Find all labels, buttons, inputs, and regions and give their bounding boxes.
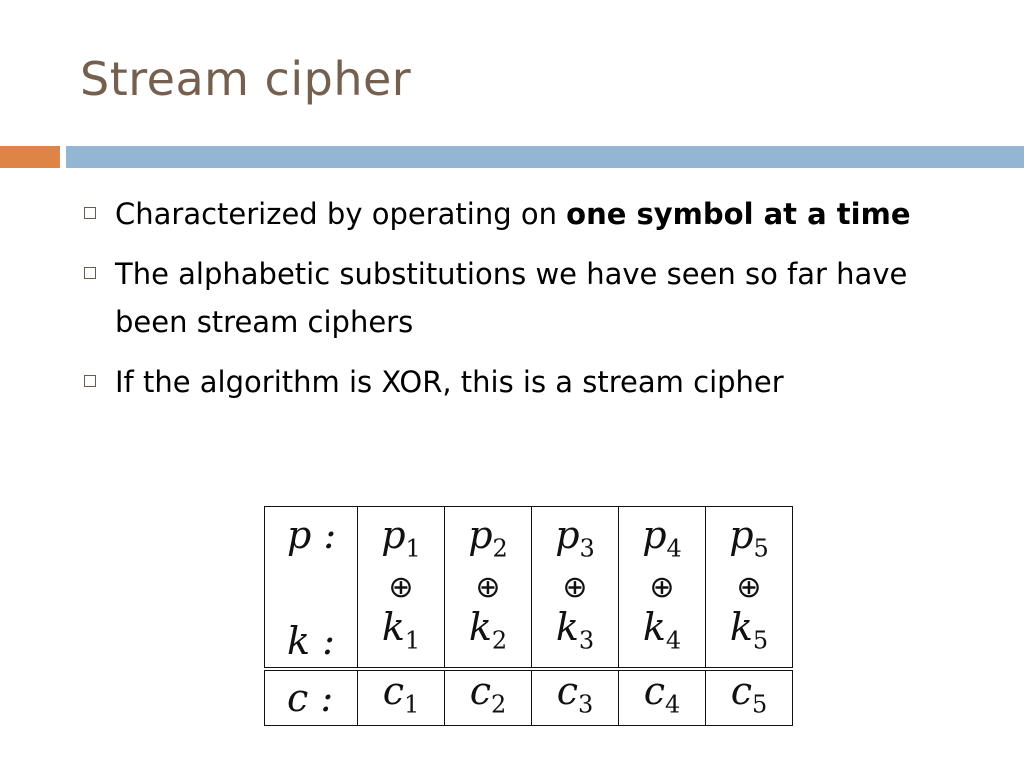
- plaintext-symbol: $p_2$: [468, 513, 508, 563]
- table-cell: [619, 507, 706, 670]
- key-symbol: $k_4$: [642, 605, 682, 655]
- table-cell: [706, 507, 793, 670]
- square-bullet-icon: [84, 375, 96, 387]
- bullet-text-bold: one symbol at a time: [566, 197, 911, 231]
- cipher-symbol: $c_5$: [730, 669, 768, 719]
- cipher-symbol: $c_2$: [469, 669, 507, 719]
- table-cell: [358, 507, 445, 670]
- xor-operator-icon: ⊕: [649, 570, 675, 605]
- square-bullet-icon: [84, 207, 96, 219]
- bullet-list: [84, 190, 964, 418]
- plaintext-label: p :: [287, 513, 337, 557]
- xor-table: [264, 506, 793, 726]
- table-cell: [532, 669, 619, 726]
- table-cell: [358, 669, 445, 726]
- accent-bar-orange: [0, 146, 60, 168]
- bullet-item: [84, 250, 964, 346]
- key-label: k :: [287, 619, 335, 663]
- row-label-cell: [265, 507, 358, 670]
- cipher-label: c :: [287, 676, 334, 720]
- bullet-text: Characterized by operating on: [115, 197, 567, 231]
- cipher-symbol: $c_4$: [643, 669, 681, 719]
- bullet-item: [84, 358, 964, 406]
- key-symbol: $k_5$: [729, 605, 769, 655]
- plaintext-symbol: $p_5$: [729, 513, 769, 563]
- plaintext-symbol: $p_3$: [555, 513, 595, 563]
- table-cell: [619, 669, 706, 726]
- table-row: [265, 507, 793, 670]
- cipher-symbol: $c_3$: [556, 669, 594, 719]
- bullet-item: [84, 190, 964, 238]
- xor-operator-icon: ⊕: [475, 570, 501, 605]
- bullet-text: If the algorithm is XOR, this is a stream cipher: [115, 365, 784, 399]
- table-cell: [445, 669, 532, 726]
- xor-operator-icon: ⊕: [562, 570, 588, 605]
- square-bullet-icon: [84, 267, 96, 279]
- table-row: [265, 669, 793, 726]
- accent-bar-blue: [66, 146, 1024, 168]
- table-cell: [445, 507, 532, 670]
- table-cell: [532, 507, 619, 670]
- plaintext-symbol: $p_4$: [642, 513, 682, 563]
- xor-operator-icon: ⊕: [736, 570, 762, 605]
- row-label-cell: [265, 669, 358, 726]
- table-cell: [706, 669, 793, 726]
- slide-title: Stream cipher: [80, 52, 412, 106]
- key-symbol: $k_3$: [555, 605, 595, 655]
- cipher-symbol: $c_1$: [382, 669, 420, 719]
- plaintext-symbol: $p_1$: [381, 513, 421, 563]
- xor-operator-icon: ⊕: [388, 570, 414, 605]
- key-symbol: $k_1$: [381, 605, 421, 655]
- key-symbol: $k_2$: [468, 605, 508, 655]
- bullet-text: The alphabetic substitutions we have seen so far have been stream ciphers: [115, 257, 908, 339]
